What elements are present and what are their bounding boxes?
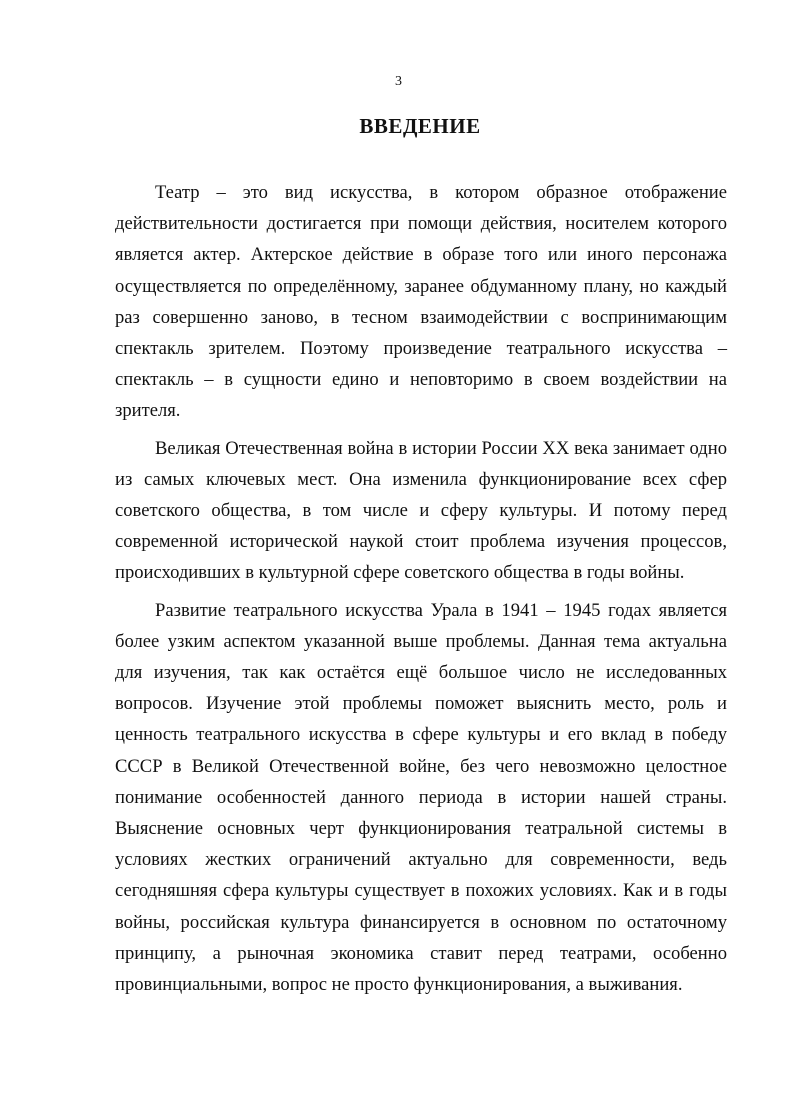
paragraph-great-patriotic-war: Великая Отечественная война в истории России XX века занимает одно из самых ключевых мест. Она изменила функционирование всех сфер советского общества, в том числе и сферу культуры. И потому перед современной исторической наукой стоит проблема изучения процессов, происходивших в культурной сфере советского общества в годы войны. (115, 437, 727, 584)
body-text (115, 177, 727, 1000)
page-number: 3 (395, 74, 402, 89)
page-title: ВВЕДЕНИЕ (359, 114, 481, 138)
paragraph-theatre-definition: Театр – это вид искусства, в котором образное отображение действительности достигается при помощи действия, носителем которого является актер. Актерское действие в образе того или иного персонажа осуществляется по определённому, заранее обдуманному плану, но каждый раз совершенно заново, в тесном взаимодействии с воспринимающим спектакль зрителем. Поэтому произведение театрального искусства – спектакль – в сущности едино и неповторимо в своем воздействии на зрителя. (115, 182, 727, 422)
paragraph-ural-theatre-development: Развитие театрального искусства Урала в 1941 – 1945 годах является более узким аспектом указанной выше проблемы. Данная тема актуальна для изучения, так как остаётся ещё большое число не исследованных вопросов. Изучение этой проблемы поможет выяснить место, роль и ценность театрального искусства в сфере культуры и его вклад в победу СССР в Великой Отечественной войне, без чего невозможно целостное понимание особенностей данного периода в истории нашей страны. Выяснение основных черт функционирования театральной системы в условиях жестких ограничений актуально для современности, ведь сегодняшняя сфера культуры существует в похожих условиях. Как и в годы войны, российская культура финансируется в основном по остаточному принципу, а рыночная экономика ставит перед театрами, особенно провинциальными, вопрос не просто функционирования, а выживания. (115, 599, 727, 996)
